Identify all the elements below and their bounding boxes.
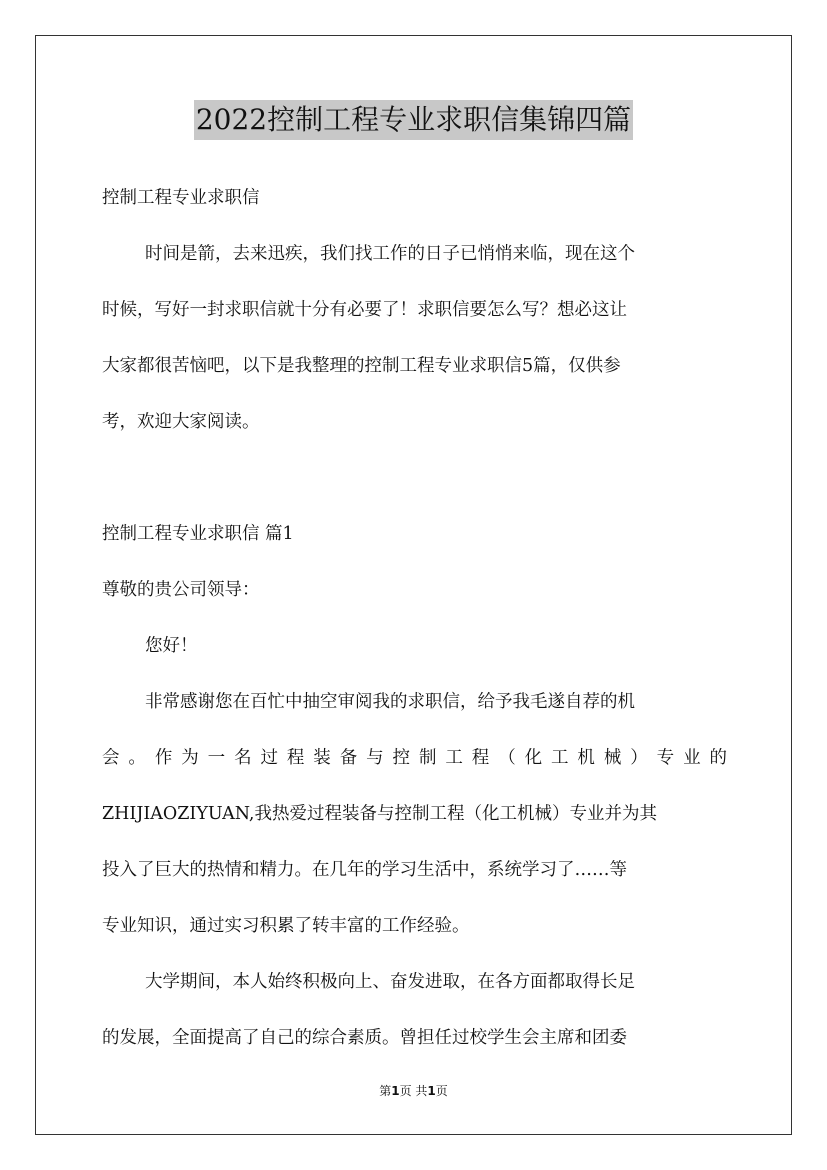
page-label-prefix: 第 — [379, 1084, 392, 1098]
paragraph-line: 投入了巨大的热情和精力。在几年的学习生活中，系统学习了……等 — [102, 860, 627, 880]
intro-line: 大家都很苦恼吧，以下是我整理的控制工程专业求职信5篇，仅供参 — [102, 356, 621, 376]
paragraph-line: 非常感谢您在百忙中抽空审阅我的求职信，给予我毛遂自荐的机 — [145, 692, 635, 712]
paragraph-spacer — [102, 450, 727, 506]
intro-heading: 控制工程专业求职信 — [102, 188, 260, 208]
document-body — [102, 170, 727, 1066]
salutation: 尊敬的贵公司领导： — [102, 580, 260, 600]
paragraph-line: 会。作为一名过程装备与控制工程（化工机械）专业的 — [102, 748, 727, 768]
section-heading: 控制工程专业求职信 篇1 — [102, 524, 294, 544]
page-label-suffix: 页 — [435, 1084, 448, 1098]
page-current: 1 — [391, 1084, 400, 1098]
page-footer — [0, 1082, 827, 1099]
intro-line: 时候，写好一封求职信就十分有必要了！求职信要怎么写？想必这让 — [102, 300, 627, 320]
intro-line: 考，欢迎大家阅读。 — [102, 412, 260, 432]
page-label-mid: 页 共 — [399, 1084, 428, 1098]
document-title: 2022控制工程专业求职信集锦四篇 — [194, 100, 633, 140]
greeting: 您好！ — [145, 636, 198, 656]
paragraph-line: ZHIJIAOZIYUAN,我热爱过程装备与控制工程（化工机械）专业并为其 — [102, 804, 657, 824]
intro-line: 时间是箭，去来迅疾，我们找工作的日子已悄悄来临，现在这个 — [145, 244, 635, 264]
paragraph-line: 大学期间，本人始终积极向上、奋发进取，在各方面都取得长足 — [145, 972, 635, 992]
title-container — [0, 100, 827, 140]
paragraph-line: 专业知识，通过实习积累了转丰富的工作经验。 — [102, 916, 470, 936]
page-total: 1 — [427, 1084, 436, 1098]
paragraph-line: 的发展，全面提高了自己的综合素质。曾担任过校学生会主席和团委 — [102, 1028, 627, 1048]
